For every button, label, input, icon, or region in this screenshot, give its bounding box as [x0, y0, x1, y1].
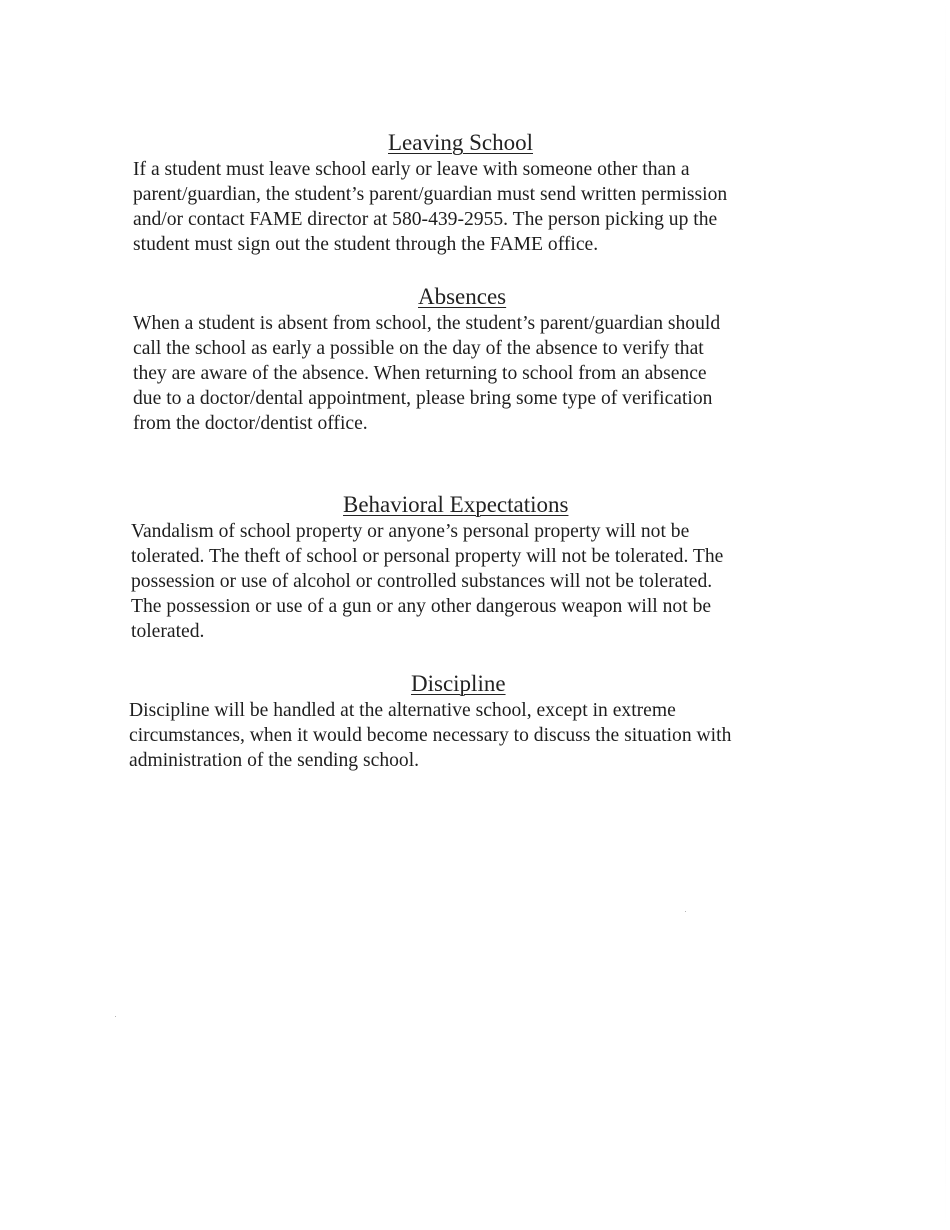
section-heading: Leaving School	[388, 130, 533, 155]
paragraph-line: Vandalism of school property or anyone’s personal property will not be	[131, 521, 690, 542]
scan-edge-shadow	[945, 0, 946, 1230]
paragraph-line: they are aware of the absence. When returning to school from an absence	[133, 363, 707, 384]
paragraph-line: and/or contact FAME director at 580-439-2955. The person picking up the	[133, 209, 718, 230]
paragraph-line: from the doctor/dentist office.	[133, 413, 368, 434]
section-paragraph	[129, 698, 731, 773]
section-heading: Behavioral Expectations	[343, 492, 569, 517]
paragraph-line: possession or use of alcohol or controlled substances will not be tolerated.	[131, 571, 713, 592]
scan-speck	[115, 1016, 116, 1017]
paragraph-line: tolerated. The theft of school or personal property will not be tolerated. The	[131, 546, 724, 567]
paragraph-line: due to a doctor/dental appointment, please bring some type of verification	[133, 388, 713, 409]
paragraph-line: circumstances, when it would become necessary to discuss the situation with	[129, 725, 732, 746]
section-paragraph	[133, 157, 727, 257]
paragraph-line: Discipline will be handled at the alternative school, except in extreme	[129, 700, 676, 721]
paragraph-line: student must sign out the student through the FAME office.	[133, 234, 599, 255]
section-paragraph	[133, 311, 720, 436]
paragraph-line: The possession or use of a gun or any other dangerous weapon will not be	[131, 596, 712, 617]
paragraph-line: When a student is absent from school, the student’s parent/guardian should	[133, 313, 721, 334]
paragraph-line: If a student must leave school early or leave with someone other than a	[133, 159, 690, 180]
section-heading: Absences	[418, 284, 507, 309]
paragraph-line: administration of the sending school.	[129, 750, 420, 771]
scan-speck	[685, 911, 686, 912]
paragraph-line: parent/guardian, the student’s parent/guardian must send written permission	[133, 184, 728, 205]
paragraph-line: call the school as early a possible on the day of the absence to verify that	[133, 338, 704, 359]
section-heading: Discipline	[411, 671, 506, 696]
section-paragraph	[131, 519, 723, 644]
paragraph-line: tolerated.	[131, 621, 205, 642]
